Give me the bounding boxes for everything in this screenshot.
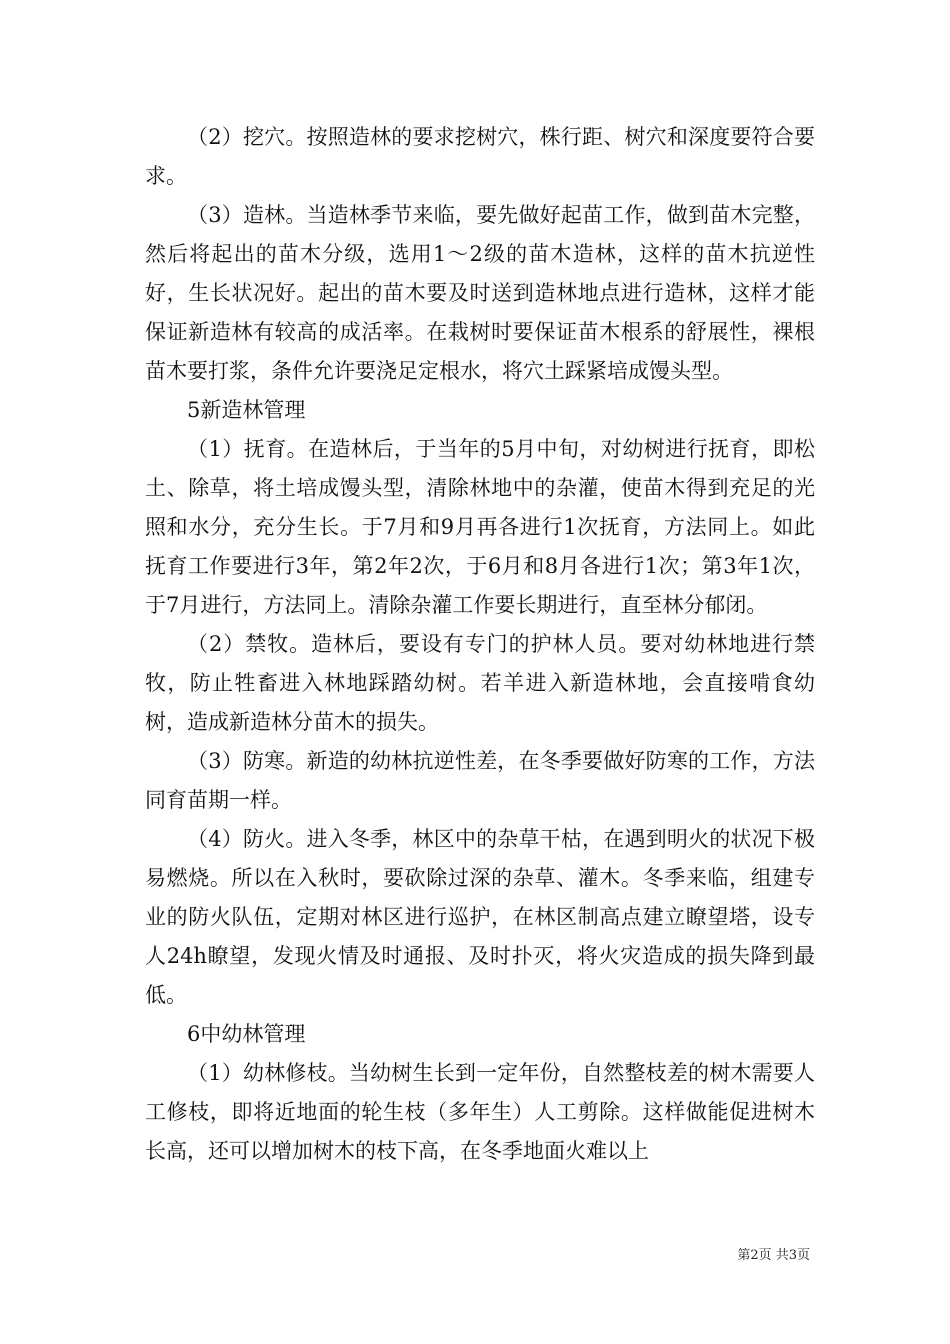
paragraph-pruning: （1）幼林修枝。当幼树生长到一定年份，自然整枝差的树木需要人工修枝，即将近地面的轮生枝（多年生）人工剪除。这样做能促进树木长高，还可以增加树木的枝下高，在冬季地面火难以上 [145,1061,815,1163]
paragraph-fire-prevention: （4）防火。进入冬季，林区中的杂草干枯，在遇到明火的状况下极易燃烧。所以在入秋时，要砍除过深的杂草、灌木。冬季来临，组建专业的防火队伍，定期对林区进行巡护，在林区制高点建立瞭望塔，设专人24h瞭望，发现火情及时通报、及时扑灭，将火灾造成的损失降到最低。 [145,827,815,1007]
section-heading-young-forest-management: 6中幼林管理 [187,1022,306,1046]
page-number-footer: 第2页 共3页 [737,1248,810,1263]
paragraph-grazing-ban: （2）禁牧。造林后，要设有专门的护林人员。要对幼林地进行禁牧，防止牲畜进入林地踩踏幼树。若羊进入新造林地，会直接啃食幼树，造成新造林分苗木的损失。 [145,632,815,734]
document-body [145,118,815,1171]
section-heading-new-forest-management: 5新造林管理 [187,398,306,422]
paragraph-dig-holes: （2）挖穴。按照造林的要求挖树穴，株行距、树穴和深度要符合要求。 [145,125,815,188]
paragraph-afforestation: （3）造林。当造林季节来临，要先做好起苗工作，做到苗木完整，然后将起出的苗木分级，选用1～2级的苗木造林，这样的苗木抗逆性好，生长状况好。起出的苗木要及时送到造林地点进行造林，这样才能保证新造林有较高的成活率。在栽树时要保证苗木根系的舒展性，裸根苗木要打浆，条件允许要浇足定根水，将穴土踩紧培成馒头型。 [145,203,815,383]
paragraph-tending: （1）抚育。在造林后，于当年的5月中旬，对幼树进行抚育，即松土、除草，将土培成馒头型，清除林地中的杂灌，使苗木得到充足的光照和水分，充分生长。于7月和9月再各进行1次抚育，方法同上。如此抚育工作要进行3年，第2年2次，于6月和8月各进行1次；第3年1次，于7月进行，方法同上。清除杂灌工作要长期进行，直至林分郁闭。 [145,437,815,617]
paragraph-cold-protection: （3）防寒。新造的幼林抗逆性差，在冬季要做好防寒的工作，方法同育苗期一样。 [145,749,815,812]
